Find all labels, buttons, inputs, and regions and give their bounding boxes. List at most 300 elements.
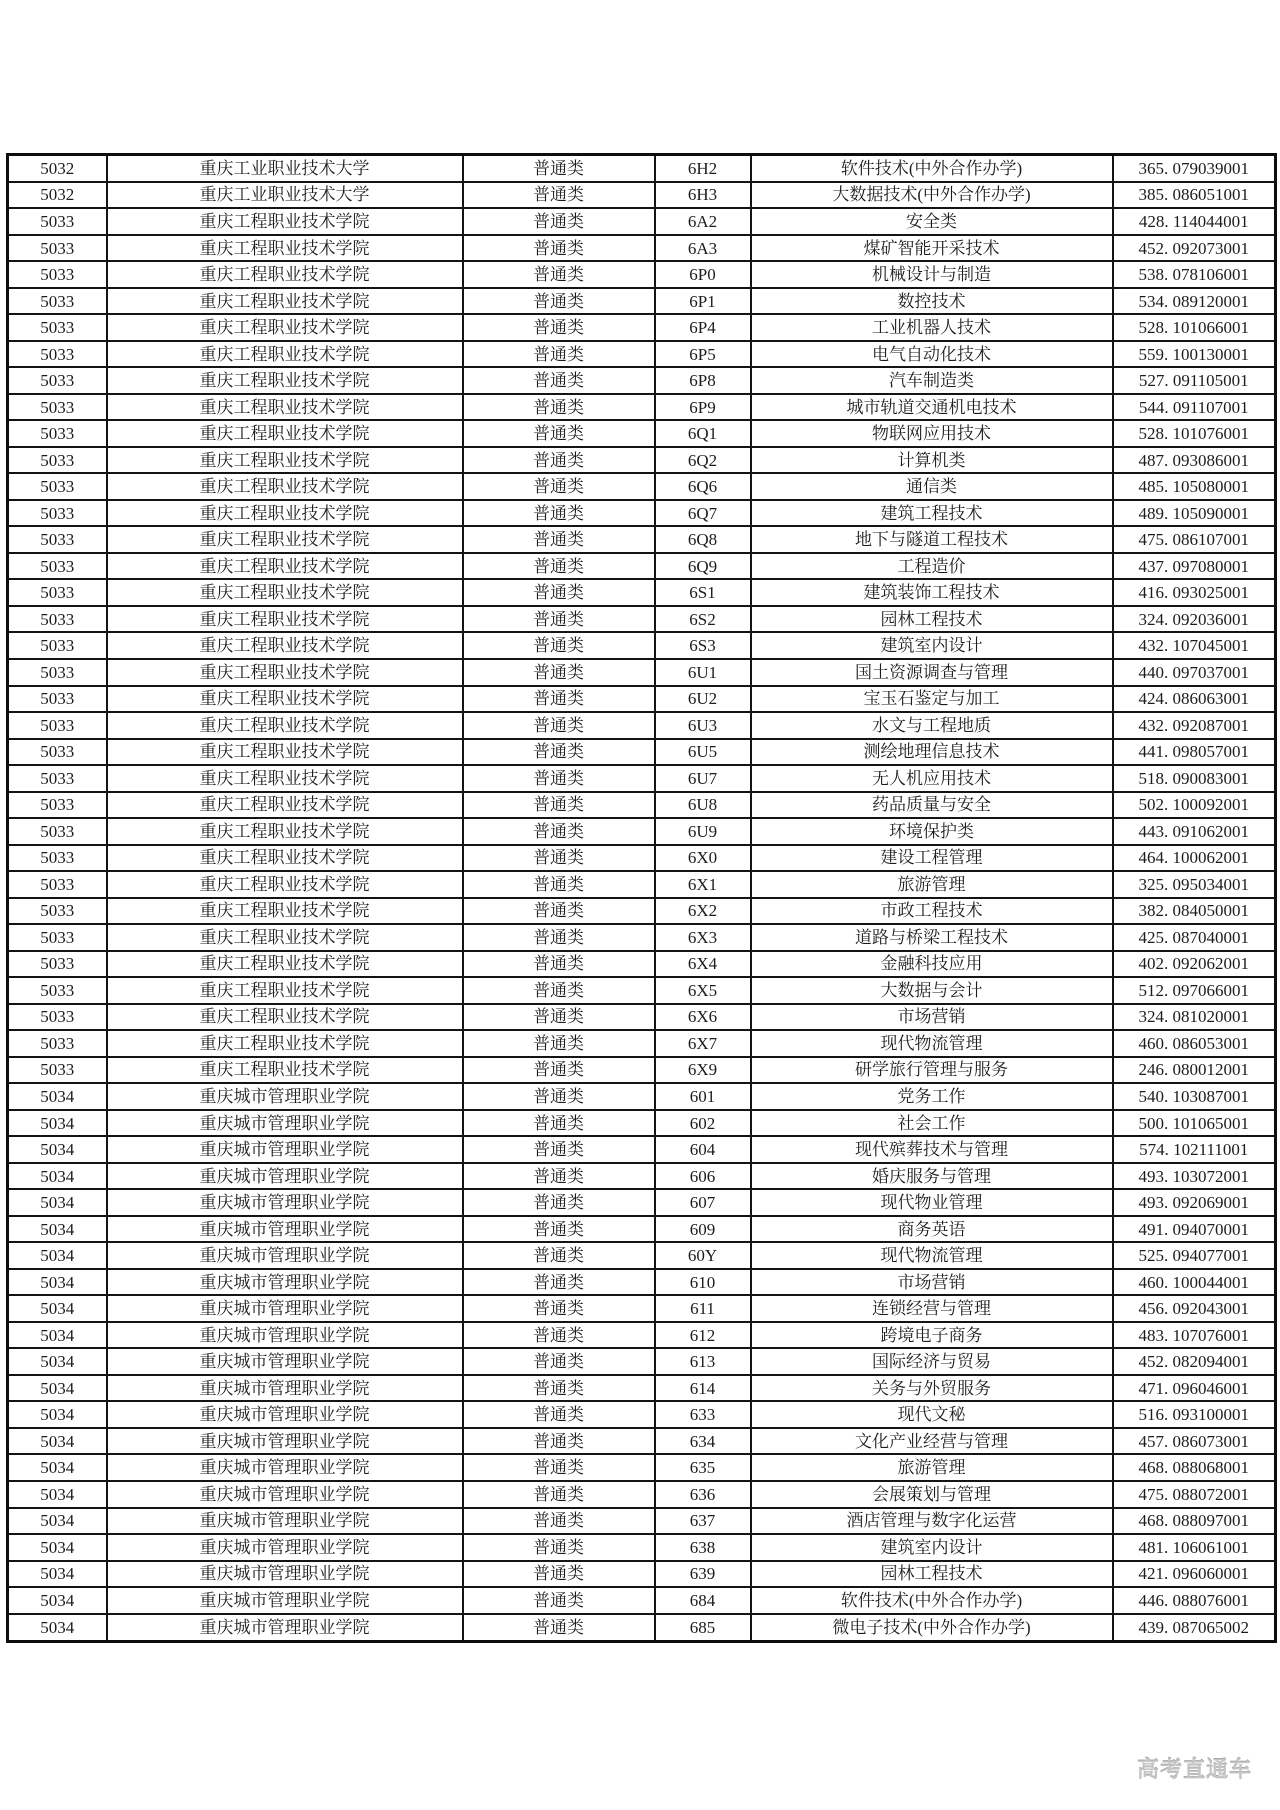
cell-school: 重庆工程职业技术学院 [107,898,463,925]
table-row [8,1083,1276,1110]
cell-score: 432. 092087001 [1113,712,1276,739]
cell-major-name: 旅游管理 [751,1454,1113,1481]
cell-score: 437. 097080001 [1113,553,1276,580]
table-row [8,924,1276,951]
cell-score: 528. 101066001 [1113,314,1276,341]
cell-major-code: 6X1 [655,871,751,898]
cell-major-code: 633 [655,1401,751,1428]
cell-school: 重庆城市管理职业学院 [107,1348,463,1375]
cell-code: 5033 [8,1030,107,1057]
cell-category: 普通类 [463,1110,655,1137]
cell-major-name: 金融科技应用 [751,951,1113,978]
cell-school: 重庆工程职业技术学院 [107,606,463,633]
cell-category: 普通类 [463,1587,655,1614]
table-row [8,500,1276,527]
cell-major-code: 6S3 [655,632,751,659]
cell-major-name: 党务工作 [751,1083,1113,1110]
cell-code: 5033 [8,818,107,845]
cell-score: 475. 088072001 [1113,1481,1276,1508]
cell-major-name: 安全类 [751,208,1113,235]
cell-category: 普通类 [463,1348,655,1375]
cell-score: 518. 090083001 [1113,765,1276,792]
cell-major-name: 大数据与会计 [751,977,1113,1004]
cell-school: 重庆工程职业技术学院 [107,951,463,978]
cell-school: 重庆城市管理职业学院 [107,1428,463,1455]
cell-major-code: 606 [655,1163,751,1190]
cell-major-code: 6S2 [655,606,751,633]
cell-major-code: 638 [655,1534,751,1561]
cell-major-code: 6P9 [655,394,751,421]
cell-category: 普通类 [463,659,655,686]
cell-major-name: 建筑装饰工程技术 [751,579,1113,606]
cell-major-name: 环境保护类 [751,818,1113,845]
table-row [8,686,1276,713]
cell-code: 5033 [8,367,107,394]
cell-code: 5034 [8,1561,107,1588]
cell-score: 441. 098057001 [1113,739,1276,766]
cell-code: 5033 [8,1057,107,1084]
cell-major-name: 数控技术 [751,288,1113,315]
cell-category: 普通类 [463,1189,655,1216]
cell-major-name: 商务英语 [751,1216,1113,1243]
cell-major-code: 6H2 [655,155,751,182]
cell-category: 普通类 [463,1004,655,1031]
cell-major-code: 6X4 [655,951,751,978]
table-row [8,606,1276,633]
cell-category: 普通类 [463,845,655,872]
cell-code: 5034 [8,1587,107,1614]
cell-major-code: 636 [655,1481,751,1508]
cell-major-code: 602 [655,1110,751,1137]
cell-school: 重庆工程职业技术学院 [107,288,463,315]
cell-category: 普通类 [463,367,655,394]
cell-code: 5033 [8,526,107,553]
cell-major-code: 6X0 [655,845,751,872]
cell-category: 普通类 [463,235,655,262]
cell-code: 5034 [8,1614,107,1642]
cell-category: 普通类 [463,1057,655,1084]
cell-category: 普通类 [463,1269,655,1296]
cell-code: 5034 [8,1401,107,1428]
cell-score: 559. 100130001 [1113,341,1276,368]
cell-score: 421. 096060001 [1113,1561,1276,1588]
cell-score: 475. 086107001 [1113,526,1276,553]
table-row [8,155,1276,182]
cell-major-name: 道路与桥梁工程技术 [751,924,1113,951]
cell-category: 普通类 [463,632,655,659]
cell-major-code: 613 [655,1348,751,1375]
table-row [8,1561,1276,1588]
cell-code: 5033 [8,553,107,580]
cell-score: 527. 091105001 [1113,367,1276,394]
cell-major-code: 6A3 [655,235,751,262]
cell-major-name: 市政工程技术 [751,898,1113,925]
cell-major-name: 研学旅行管理与服务 [751,1057,1113,1084]
cell-code: 5033 [8,1004,107,1031]
table-row [8,1295,1276,1322]
cell-score: 460. 086053001 [1113,1030,1276,1057]
cell-score: 485. 105080001 [1113,473,1276,500]
cell-score: 428. 114044001 [1113,208,1276,235]
cell-score: 424. 086063001 [1113,686,1276,713]
cell-score: 452. 082094001 [1113,1348,1276,1375]
cell-major-code: 6U8 [655,792,751,819]
cell-code: 5034 [8,1508,107,1535]
cell-category: 普通类 [463,288,655,315]
cell-major-name: 通信类 [751,473,1113,500]
cell-code: 5033 [8,261,107,288]
cell-score: 493. 092069001 [1113,1189,1276,1216]
cell-category: 普通类 [463,208,655,235]
cell-category: 普通类 [463,1454,655,1481]
cell-school: 重庆工程职业技术学院 [107,924,463,951]
cell-category: 普通类 [463,341,655,368]
table-row [8,951,1276,978]
cell-category: 普通类 [463,182,655,209]
cell-major-code: 6P5 [655,341,751,368]
cell-code: 5033 [8,792,107,819]
table-row [8,394,1276,421]
cell-major-name: 现代物流管理 [751,1242,1113,1269]
cell-school: 重庆城市管理职业学院 [107,1614,463,1642]
cell-major-code: 6U1 [655,659,751,686]
cell-school: 重庆城市管理职业学院 [107,1242,463,1269]
watermark-text: 高考直通车 [1136,1757,1252,1782]
cell-school: 重庆工程职业技术学院 [107,473,463,500]
cell-category: 普通类 [463,1534,655,1561]
table-row [8,632,1276,659]
cell-major-name: 文化产业经营与管理 [751,1428,1113,1455]
table-row [8,579,1276,606]
cell-major-name: 婚庆服务与管理 [751,1163,1113,1190]
cell-major-name: 宝玉石鉴定与加工 [751,686,1113,713]
cell-score: 483. 107076001 [1113,1322,1276,1349]
cell-major-code: 6X9 [655,1057,751,1084]
cell-category: 普通类 [463,765,655,792]
cell-major-code: 6H3 [655,182,751,209]
cell-score: 512. 097066001 [1113,977,1276,1004]
table-row [8,1534,1276,1561]
cell-school: 重庆工程职业技术学院 [107,871,463,898]
cell-category: 普通类 [463,1561,655,1588]
cell-school: 重庆城市管理职业学院 [107,1163,463,1190]
cell-major-code: 6Q9 [655,553,751,580]
cell-score: 489. 105090001 [1113,500,1276,527]
cell-code: 5033 [8,632,107,659]
table-row [8,1189,1276,1216]
cell-code: 5034 [8,1481,107,1508]
cell-score: 325. 095034001 [1113,871,1276,898]
cell-code: 5034 [8,1428,107,1455]
cell-score: 402. 092062001 [1113,951,1276,978]
cell-major-name: 现代文秘 [751,1401,1113,1428]
cell-major-name: 软件技术(中外合作办学) [751,1587,1113,1614]
table-row [8,1216,1276,1243]
cell-category: 普通类 [463,686,655,713]
cell-school: 重庆城市管理职业学院 [107,1508,463,1535]
cell-category: 普通类 [463,1614,655,1642]
cell-major-name: 城市轨道交通机电技术 [751,394,1113,421]
cell-school: 重庆工程职业技术学院 [107,500,463,527]
table-row [8,1136,1276,1163]
cell-code: 5033 [8,606,107,633]
admission-scores-table [6,153,1277,1643]
cell-major-name: 现代物业管理 [751,1189,1113,1216]
table-row [8,1348,1276,1375]
cell-code: 5033 [8,288,107,315]
cell-major-code: 612 [655,1322,751,1349]
table-row [8,367,1276,394]
cell-code: 5033 [8,235,107,262]
cell-score: 528. 101076001 [1113,420,1276,447]
cell-school: 重庆城市管理职业学院 [107,1189,463,1216]
cell-code: 5033 [8,951,107,978]
table-row [8,341,1276,368]
table-row [8,1614,1276,1642]
cell-major-name: 药品质量与安全 [751,792,1113,819]
table-row [8,792,1276,819]
cell-major-name: 建设工程管理 [751,845,1113,872]
cell-score: 540. 103087001 [1113,1083,1276,1110]
cell-school: 重庆工程职业技术学院 [107,712,463,739]
table-row [8,1375,1276,1402]
cell-code: 5033 [8,341,107,368]
cell-score: 481. 106061001 [1113,1534,1276,1561]
cell-school: 重庆工程职业技术学院 [107,765,463,792]
cell-category: 普通类 [463,526,655,553]
cell-category: 普通类 [463,1375,655,1402]
cell-code: 5033 [8,765,107,792]
cell-code: 5034 [8,1322,107,1349]
cell-major-name: 无人机应用技术 [751,765,1113,792]
cell-major-code: 6A2 [655,208,751,235]
cell-score: 500. 101065001 [1113,1110,1276,1137]
cell-major-code: 684 [655,1587,751,1614]
table-row [8,712,1276,739]
cell-code: 5033 [8,924,107,951]
cell-category: 普通类 [463,314,655,341]
cell-major-name: 现代物流管理 [751,1030,1113,1057]
cell-major-name: 酒店管理与数字化运营 [751,1508,1113,1535]
cell-major-name: 国土资源调查与管理 [751,659,1113,686]
cell-major-code: 610 [655,1269,751,1296]
table-row [8,659,1276,686]
table-row [8,314,1276,341]
cell-major-name: 市场营销 [751,1269,1113,1296]
table-row [8,473,1276,500]
cell-major-code: 6U5 [655,739,751,766]
cell-school: 重庆工程职业技术学院 [107,792,463,819]
table-row [8,898,1276,925]
cell-school: 重庆城市管理职业学院 [107,1136,463,1163]
table-row [8,1454,1276,1481]
cell-major-code: 6X6 [655,1004,751,1031]
cell-major-name: 连锁经营与管理 [751,1295,1113,1322]
cell-major-code: 6X2 [655,898,751,925]
cell-code: 5034 [8,1110,107,1137]
cell-category: 普通类 [463,553,655,580]
table-row [8,1508,1276,1535]
table-row [8,739,1276,766]
table-row [8,1163,1276,1190]
cell-score: 468. 088097001 [1113,1508,1276,1535]
cell-score: 382. 084050001 [1113,898,1276,925]
cell-major-name: 汽车制造类 [751,367,1113,394]
cell-code: 5033 [8,579,107,606]
cell-major-name: 工程造价 [751,553,1113,580]
table-row [8,977,1276,1004]
cell-category: 普通类 [463,394,655,421]
cell-score: 416. 093025001 [1113,579,1276,606]
cell-score: 324. 081020001 [1113,1004,1276,1031]
cell-major-code: 6Q2 [655,447,751,474]
cell-code: 5034 [8,1534,107,1561]
cell-score: 432. 107045001 [1113,632,1276,659]
cell-category: 普通类 [463,261,655,288]
cell-school: 重庆工业职业技术大学 [107,182,463,209]
cell-score: 425. 087040001 [1113,924,1276,951]
cell-major-name: 会展策划与管理 [751,1481,1113,1508]
cell-category: 普通类 [463,500,655,527]
cell-school: 重庆城市管理职业学院 [107,1083,463,1110]
cell-major-code: 685 [655,1614,751,1642]
cell-category: 普通类 [463,1163,655,1190]
cell-school: 重庆城市管理职业学院 [107,1454,463,1481]
cell-code: 5032 [8,155,107,182]
cell-major-name: 国际经济与贸易 [751,1348,1113,1375]
cell-school: 重庆工程职业技术学院 [107,659,463,686]
cell-major-name: 水文与工程地质 [751,712,1113,739]
cell-major-code: 6Q7 [655,500,751,527]
table-row [8,818,1276,845]
cell-score: 538. 078106001 [1113,261,1276,288]
cell-category: 普通类 [463,1136,655,1163]
cell-category: 普通类 [463,818,655,845]
cell-school: 重庆工程职业技术学院 [107,553,463,580]
cell-code: 5033 [8,473,107,500]
cell-code: 5033 [8,208,107,235]
cell-major-name: 机械设计与制造 [751,261,1113,288]
table-row [8,765,1276,792]
cell-score: 246. 080012001 [1113,1057,1276,1084]
cell-code: 5032 [8,182,107,209]
cell-score: 446. 088076001 [1113,1587,1276,1614]
cell-score: 487. 093086001 [1113,447,1276,474]
cell-major-name: 跨境电子商务 [751,1322,1113,1349]
cell-school: 重庆工程职业技术学院 [107,367,463,394]
cell-school: 重庆工程职业技术学院 [107,1030,463,1057]
cell-school: 重庆工程职业技术学院 [107,739,463,766]
cell-major-code: 611 [655,1295,751,1322]
cell-score: 443. 091062001 [1113,818,1276,845]
cell-major-code: 6U9 [655,818,751,845]
cell-major-code: 637 [655,1508,751,1535]
cell-code: 5034 [8,1348,107,1375]
cell-score: 525. 094077001 [1113,1242,1276,1269]
cell-school: 重庆城市管理职业学院 [107,1110,463,1137]
cell-category: 普通类 [463,606,655,633]
cell-category: 普通类 [463,1030,655,1057]
table-row [8,871,1276,898]
cell-code: 5033 [8,977,107,1004]
table-row [8,1587,1276,1614]
table-row [8,1004,1276,1031]
cell-category: 普通类 [463,155,655,182]
cell-category: 普通类 [463,447,655,474]
table-row [8,1030,1276,1057]
cell-category: 普通类 [463,951,655,978]
table-row [8,420,1276,447]
cell-category: 普通类 [463,792,655,819]
cell-school: 重庆工程职业技术学院 [107,579,463,606]
cell-category: 普通类 [463,739,655,766]
cell-school: 重庆工程职业技术学院 [107,261,463,288]
cell-major-code: 60Y [655,1242,751,1269]
cell-score: 365. 079039001 [1113,155,1276,182]
cell-code: 5033 [8,420,107,447]
cell-code: 5033 [8,898,107,925]
cell-school: 重庆工程职业技术学院 [107,1057,463,1084]
cell-category: 普通类 [463,1083,655,1110]
cell-score: 440. 097037001 [1113,659,1276,686]
cell-score: 471. 096046001 [1113,1375,1276,1402]
cell-major-name: 测绘地理信息技术 [751,739,1113,766]
cell-category: 普通类 [463,1428,655,1455]
cell-major-name: 大数据技术(中外合作办学) [751,182,1113,209]
cell-category: 普通类 [463,712,655,739]
cell-code: 5033 [8,845,107,872]
cell-major-code: 601 [655,1083,751,1110]
cell-category: 普通类 [463,1508,655,1535]
table-row [8,1481,1276,1508]
cell-major-code: 609 [655,1216,751,1243]
table-row [8,1401,1276,1428]
cell-school: 重庆城市管理职业学院 [107,1375,463,1402]
cell-major-name: 市场营销 [751,1004,1113,1031]
cell-school: 重庆工程职业技术学院 [107,977,463,1004]
cell-school: 重庆工程职业技术学院 [107,845,463,872]
cell-major-code: 6P8 [655,367,751,394]
cell-major-code: 6U2 [655,686,751,713]
cell-category: 普通类 [463,1481,655,1508]
cell-code: 5033 [8,739,107,766]
cell-school: 重庆城市管理职业学院 [107,1587,463,1614]
cell-major-name: 关务与外贸服务 [751,1375,1113,1402]
cell-code: 5033 [8,659,107,686]
cell-code: 5033 [8,314,107,341]
cell-code: 5034 [8,1216,107,1243]
cell-major-code: 635 [655,1454,751,1481]
cell-score: 544. 091107001 [1113,394,1276,421]
cell-major-code: 6X3 [655,924,751,951]
table-row [8,553,1276,580]
cell-school: 重庆工程职业技术学院 [107,818,463,845]
cell-school: 重庆工程职业技术学院 [107,341,463,368]
cell-code: 5034 [8,1375,107,1402]
cell-major-name: 煤矿智能开采技术 [751,235,1113,262]
cell-code: 5033 [8,500,107,527]
cell-school: 重庆城市管理职业学院 [107,1269,463,1296]
cell-score: 491. 094070001 [1113,1216,1276,1243]
cell-school: 重庆工程职业技术学院 [107,526,463,553]
cell-major-name: 现代殡葬技术与管理 [751,1136,1113,1163]
cell-major-code: 6P1 [655,288,751,315]
cell-score: 460. 100044001 [1113,1269,1276,1296]
cell-score: 468. 088068001 [1113,1454,1276,1481]
cell-score: 516. 093100001 [1113,1401,1276,1428]
cell-major-code: 634 [655,1428,751,1455]
cell-major-code: 6U7 [655,765,751,792]
